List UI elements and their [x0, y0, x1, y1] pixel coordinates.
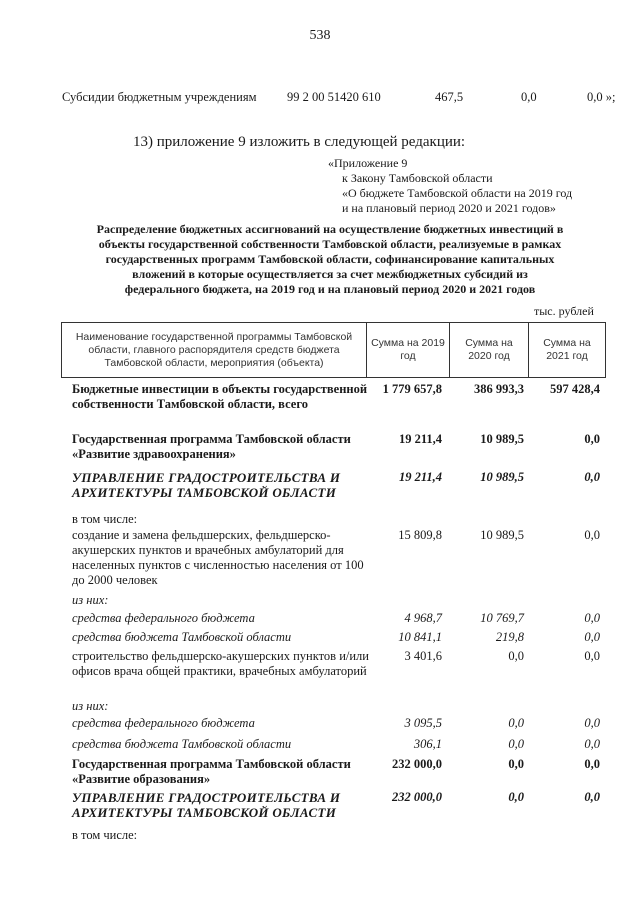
appendix-line-3: «О бюджете Тамбовской области на 2019 год	[342, 186, 573, 200]
appendix-header	[328, 156, 572, 216]
amendment-item-13: 13) приложение 9 изложить в следующей редакции:	[133, 134, 466, 150]
row-name: средства бюджета Тамбовской области	[72, 630, 292, 644]
appendix-line-2: к Закону Тамбовской области	[342, 171, 493, 185]
row-name: средства федерального бюджета	[72, 611, 255, 625]
subsidy-name: Субсидии бюджетным учреждениям	[62, 90, 257, 104]
subsidy-2019: 467,5	[435, 90, 464, 104]
unit-label: тыс. рублей	[534, 304, 594, 318]
row-value-2019: 15 809,8	[398, 528, 442, 542]
row-value-2021: 0,0	[584, 790, 600, 804]
appendix-line-4: и на плановый период 2020 и 2021 годов»	[342, 201, 556, 215]
row-value-2021: 0,0	[584, 757, 600, 771]
row-value-2020: 10 989,5	[480, 470, 524, 484]
row-value-2020: 0,0	[508, 737, 524, 751]
row-value-2019: 1 779 657,8	[382, 382, 442, 396]
row-value-2019: 232 000,0	[392, 790, 442, 804]
document-title	[80, 222, 580, 297]
row-value-2021: 0,0	[584, 737, 600, 751]
row-name: средства федерального бюджета	[72, 716, 255, 730]
row-value-2020: 10 769,7	[480, 611, 524, 625]
row-value-2019: 3 095,5	[404, 716, 442, 730]
title-line: Распределение бюджетных ассигнований на осуществление бюджетных инвестиций в	[96, 222, 564, 236]
row-value-2020: 0,0	[508, 757, 524, 771]
row-name: создание и замена фельдшерских, фельдшерско-акушерских пунктов и врачебных амбулаторий для населенных пунктов с численностью населения от 100 до 2000 человек	[72, 528, 364, 587]
row-of-them: из них:	[72, 699, 109, 713]
row-name: строительство фельдшерско-акушерских пунктов и/или офисов врача общей практики, врачебных амбулаторий	[72, 649, 369, 678]
header-2021: Сумма на 2021 год	[529, 323, 606, 378]
row-value-2021: 0,0	[584, 630, 600, 644]
row-name: Бюджетные инвестиции в объекты государственной собственности Тамбовской области, всего	[72, 382, 368, 411]
row-value-2020: 0,0	[508, 649, 524, 663]
row-value-2019: 3 401,6	[404, 649, 442, 663]
appendix-line-1: «Приложение 9	[328, 156, 408, 170]
title-line: объекты государственной собственности Тамбовской области, реализуемые в рамках	[98, 237, 562, 251]
page-number: 538	[309, 28, 331, 43]
row-name: Государственная программа Тамбовской области «Развитие образования»	[72, 757, 351, 786]
row-including: в том числе:	[72, 828, 138, 842]
row-name: УПРАВЛЕНИЕ ГРАДОСТРОИТЕЛЬСТВА И АРХИТЕКТУРЫ ТАМБОВСКОЙ ОБЛАСТИ	[72, 470, 341, 500]
row-value-2019: 306,1	[413, 737, 442, 751]
table-header	[61, 322, 606, 378]
title-line: федерального бюджета, на 2019 год и на плановый период 2020 и 2021 годов	[124, 282, 536, 296]
row-name: средства бюджета Тамбовской области	[72, 737, 292, 751]
row-value-2019: 10 841,1	[398, 630, 442, 644]
row-value-2021: 0,0	[584, 470, 600, 484]
row-of-them: из них:	[72, 593, 109, 607]
title-line: государственных программ Тамбовской области, софинансирование капитальных	[105, 252, 555, 266]
row-value-2019: 19 211,4	[398, 470, 442, 484]
row-value-2021: 0,0	[584, 611, 600, 625]
header-2019: Сумма на 2019 год	[367, 323, 450, 378]
row-name: УПРАВЛЕНИЕ ГРАДОСТРОИТЕЛЬСТВА И АРХИТЕКТУРЫ ТАМБОВСКОЙ ОБЛАСТИ	[72, 790, 341, 820]
row-value-2021: 0,0	[584, 649, 600, 663]
row-name: Государственная программа Тамбовской области «Развитие здравоохранения»	[72, 432, 351, 461]
subsidy-code: 99 2 00 51420 610	[287, 90, 381, 104]
header-name: Наименование государственной программы Тамбовской области, главного распорядителя средств бюджета Тамбовской области, мероприятия (объекта)	[62, 323, 367, 378]
subsidy-2020: 0,0	[521, 90, 537, 104]
row-value-2019: 19 211,4	[398, 432, 442, 446]
row-value-2019: 4 968,7	[404, 611, 442, 625]
row-value-2020: 0,0	[508, 790, 524, 804]
row-value-2020: 10 989,5	[480, 432, 524, 446]
title-line: вложений в которые осуществляется за счет межбюджетных субсидий из	[132, 267, 528, 281]
header-2020: Сумма на 2020 год	[450, 323, 529, 378]
row-value-2020: 219,8	[495, 630, 524, 644]
subsidy-2021: 0,0 »;	[587, 90, 616, 104]
row-value-2019: 232 000,0	[392, 757, 442, 771]
row-value-2020: 386 993,3	[474, 382, 524, 396]
row-value-2021: 597 428,4	[550, 382, 600, 396]
row-value-2021: 0,0	[584, 716, 600, 730]
row-value-2020: 0,0	[508, 716, 524, 730]
row-value-2020: 10 989,5	[480, 528, 524, 542]
row-including: в том числе:	[72, 512, 138, 526]
row-value-2021: 0,0	[584, 432, 600, 446]
row-value-2021: 0,0	[584, 528, 600, 542]
